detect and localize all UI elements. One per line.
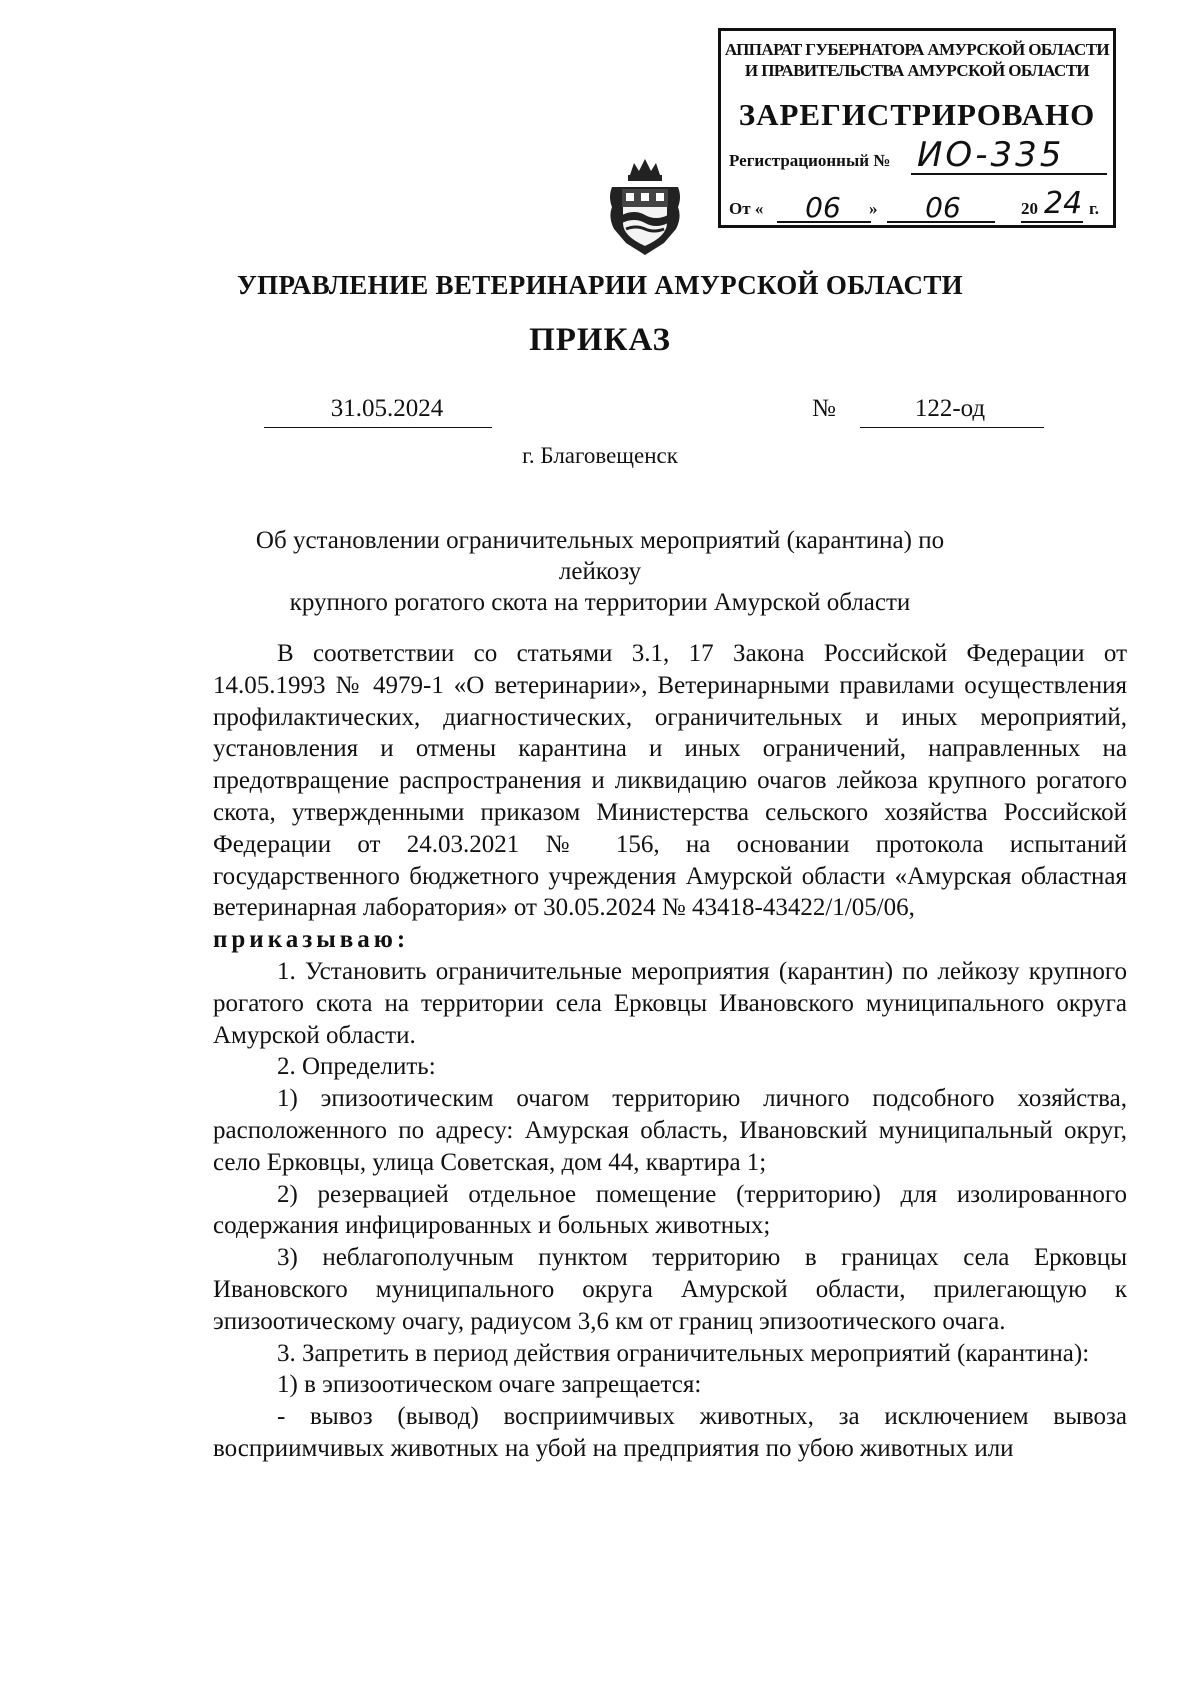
stamp-date-quote-close: » — [869, 199, 878, 218]
document-subject — [230, 525, 970, 618]
document-body — [213, 638, 1127, 1465]
paragraph-3-1: 1) в эпизоотическом очаге запрещается: — [277, 1371, 702, 1399]
registration-stamp — [718, 28, 1116, 228]
paragraph-3: 3. Запретить в период действия ограничительных мероприятий (карантина): — [277, 1339, 1090, 1367]
paragraph-2: 2. Определить: — [277, 1053, 436, 1081]
stamp-date-year-prefix: 20 — [1021, 199, 1038, 218]
subject-line1: Об установлении ограничительных мероприятий (карантина) по лейкозу — [255, 527, 945, 585]
agency-name: УПРАВЛЕНИЕ ВЕТЕРИНАРИИ АМУРСКОЙ ОБЛАСТИ — [237, 270, 963, 300]
stamp-date-day: 06 — [805, 191, 841, 224]
stamp-reg-number-label: Регистрационный № — [729, 151, 891, 170]
coat-of-arms-icon — [604, 157, 686, 257]
document-number-underline — [860, 427, 1044, 428]
stamp-month-underline — [887, 221, 995, 223]
stamp-date-year-handwritten: 24 — [1044, 186, 1083, 221]
stamp-date-year-suffix: г. — [1089, 199, 1100, 218]
paragraph-2-3: 3) неблагополучным пунктом территорию в границах села Ерковцы Ивановского муниципального округа Амурской области, прилегающую к эпизоотическому очагу, радиусом 3,6 км от границ эпизоотического очага. — [213, 1244, 1127, 1335]
stamp-organization — [721, 39, 1113, 81]
stamp-date-month: 06 — [925, 191, 961, 224]
stamp-registered-label: ЗАРЕГИСТРИРОВАНО — [738, 97, 1096, 132]
number-sign: № — [812, 395, 836, 422]
document-city: г. Благовещенск — [522, 443, 678, 468]
paragraph-3-1-a: - вывоз (вывод) восприимчивых животных, за исключением вывоза восприимчивых животных на убой на предприятия по убою животных или — [213, 1403, 1127, 1462]
document-number: 122-од — [914, 395, 986, 422]
stamp-org-line1: АППАРАТ ГУБЕРНАТОРА АМУРСКОЙ ОБЛАСТИ — [724, 40, 1110, 59]
stamp-date-from-label: От « — [729, 199, 764, 218]
stamp-day-underline — [777, 221, 871, 223]
subject-line2: крупного рогатого скота на территории Амурской области — [289, 589, 911, 616]
document-type: ПРИКАЗ — [529, 322, 671, 358]
paragraph-2-2: 2) резервацией отдельное помещение (территорию) для изолированного содержания инфицированных и больных животных; — [213, 1180, 1127, 1240]
paragraph-2-1: 1) эпизоотическим очагом территорию личного подсобного хозяйства, расположенного по адресу: Амурская область, Ивановский муниципальный округ, село Ерковцы, улица Советская, дом 44, квартира 1; — [213, 1085, 1127, 1176]
stamp-org-line2: И ПРАВИТЕЛЬСТВА АМУРСКОЙ ОБЛАСТИ — [744, 61, 1090, 80]
order-word: приказываю: — [213, 926, 410, 954]
stamp-year-underline — [1021, 221, 1083, 223]
paragraph-1: 1. Установить ограничительные мероприятия (карантин) по лейкозу крупного рогатого скота на территории села Ерковцы Ивановского муниципального округа Амурской области. — [213, 957, 1127, 1049]
preamble-paragraph: В соответствии со статьями 3.1, 17 Закона Российской Федерации от 14.05.1993 № 4979-1 «О ветеринарии», Ветеринарными правилами осуществления профилактических, диагностических, ограничительных и иных мероприятий, установления и отмены карантина и иных ограничений, направленных на предотвращение распространения и ликвидацию очагов лейкоза крупного рогатого скота, утвержденными приказом Министерства сельского хозяйства Российской Федерации от 24.03.2021 № 156, на основании протокола испытаний государственного бюджетного учреждения Амурской области «Амурская областная ветеринарная лаборатория» от 30.05.2024 № 43418-43422/1/05/06, — [213, 640, 1127, 922]
document-date-underline — [264, 427, 492, 428]
stamp-reg-number: ИО-335 — [917, 135, 1065, 175]
document-date: 31.05.2024 — [330, 395, 444, 422]
